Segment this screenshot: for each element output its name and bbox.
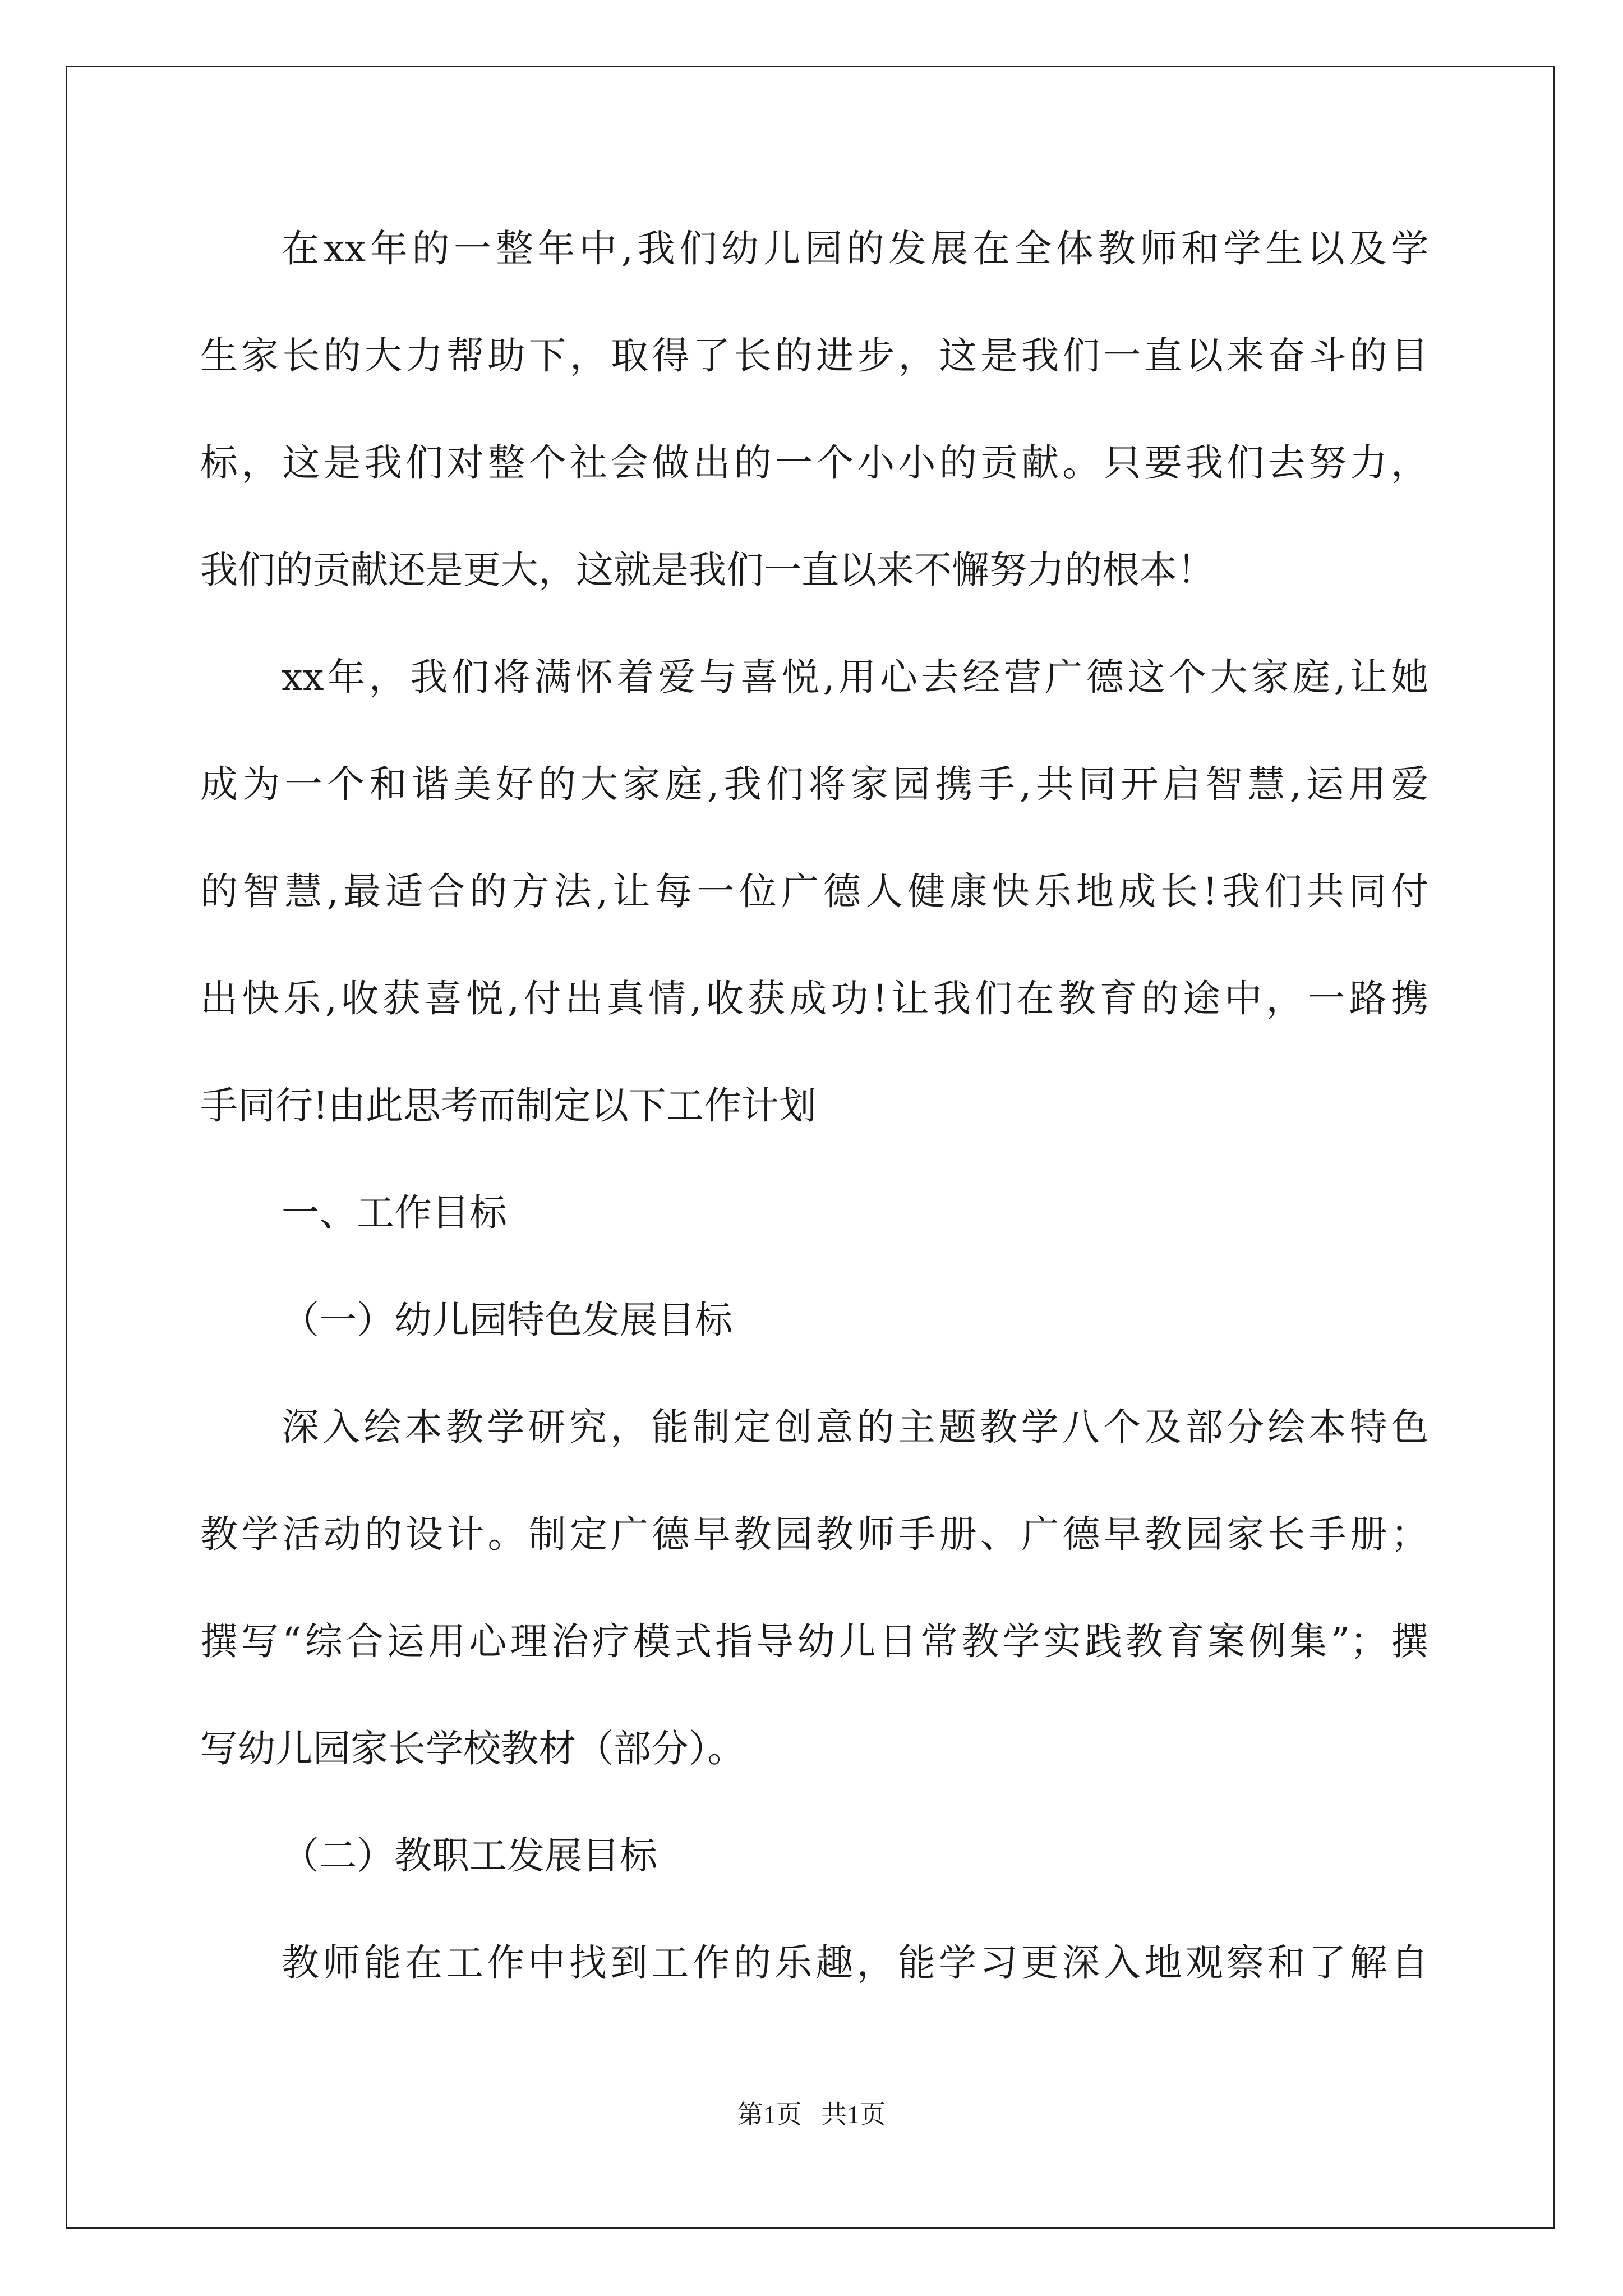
paragraph-4-line-1: 教师能在工作中找到工作的乐趣，能学习更深入地观察和了解自 <box>282 1941 1428 1985</box>
section-heading-work-goals: 一、工作目标 <box>282 1191 507 1235</box>
paragraph-2-line-3: 的智慧,最适合的方法,让每一位广德人健康快乐地成长!我们共同付 <box>200 869 1428 913</box>
paragraph-1-line-3: 标，这是我们对整个社会做出的一个小小的贡献。只要我们去努力， <box>200 441 1428 485</box>
paragraph-3-line-2: 教学活动的设计。制定广德早教园教师手册、广德早教园家长手册； <box>200 1512 1428 1556</box>
paragraph-2-line-5: 手同行!由此思考而制定以下工作计划 <box>200 1084 817 1128</box>
paragraph-3-line-3: 撰写“综合运用心理治疗模式指导幼儿日常教学实践教育案例集”；撰 <box>200 1619 1428 1663</box>
paragraph-2-line-1: xx年，我们将满怀着爱与喜悦,用心去经营广德这个大家庭,让她 <box>282 655 1428 699</box>
page-number-footer: 第1页 共1页 <box>737 2100 886 2129</box>
paragraph-1-line-1: 在xx年的一整年中,我们幼儿园的发展在全体教师和学生以及学 <box>282 227 1428 270</box>
paragraph-1-line-2: 生家长的大力帮助下，取得了长的进步，这是我们一直以来奋斗的目 <box>200 334 1428 378</box>
paragraph-3-line-1: 深入绘本教学研究，能制定创意的主题教学八个及部分绘本特色 <box>282 1405 1428 1449</box>
paragraph-1-line-4: 我们的贡献还是更大，这就是我们一直以来不懈努力的根本！ <box>200 548 1215 592</box>
paragraph-2-line-4: 出快乐,收获喜悦,付出真情,收获成功!让我们在教育的途中，一路携 <box>200 977 1428 1020</box>
page-border <box>66 66 1555 2229</box>
subsection-heading-staff-goals: （二）教职工发展目标 <box>282 1834 657 1878</box>
paragraph-3-line-4: 写幼儿园家长学校教材（部分）。 <box>200 1727 745 1770</box>
subsection-heading-kindergarten-goals: （一）幼儿园特色发展目标 <box>282 1298 732 1342</box>
paragraph-2-line-2: 成为一个和谐美好的大家庭,我们将家园携手,共同开启智慧,运用爱 <box>200 762 1428 806</box>
